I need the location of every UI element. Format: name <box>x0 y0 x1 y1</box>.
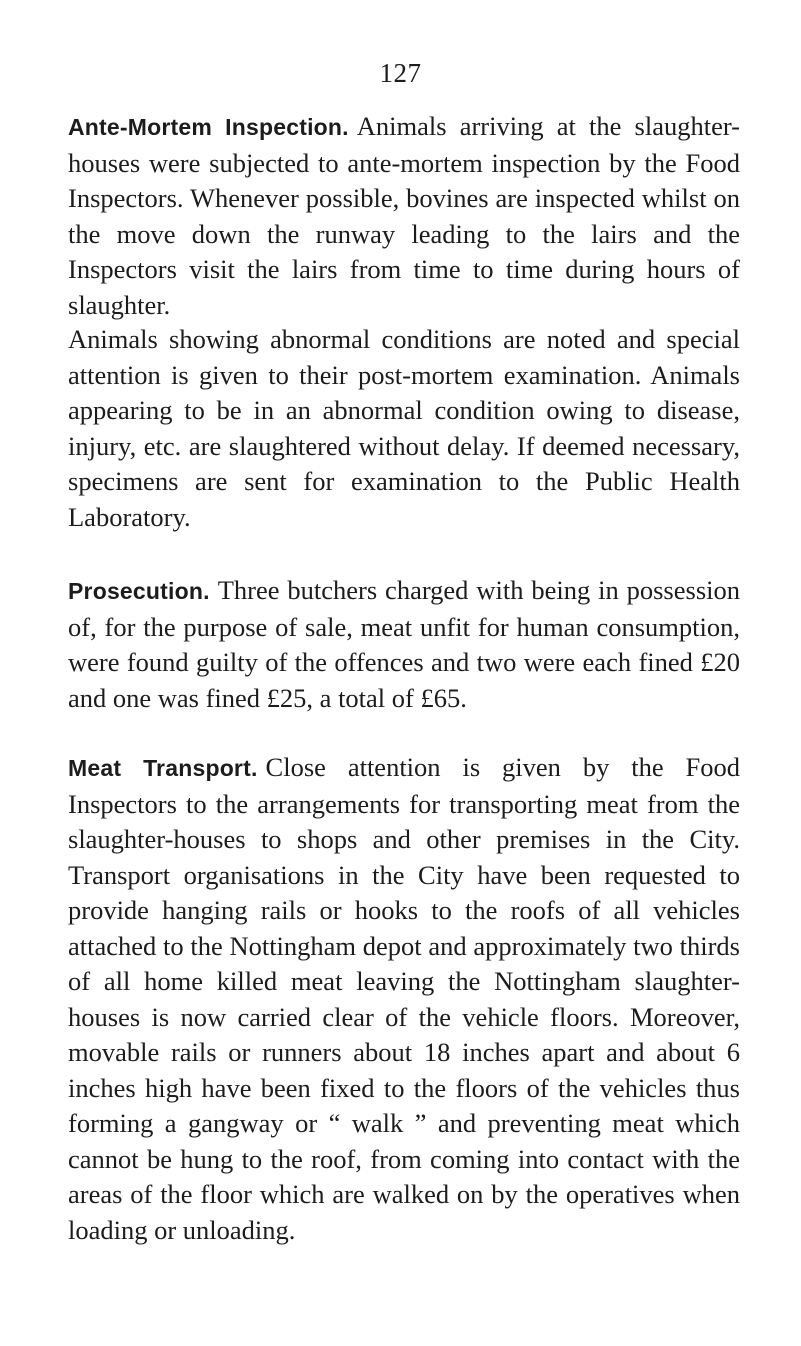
paragraph-body: Animals showing abnormal conditions are noted and special attention is given to their post-mortem examination. Animals appearing to be in an abnormal condition owing to disease, injury, etc. are slaughtered without delay. If deemed necessary, specimens are sent for examination to the Public Health Laboratory. <box>68 324 740 532</box>
section-abnormal-conditions <box>68 322 740 535</box>
paragraph <box>68 322 740 535</box>
section-meat-transport <box>68 750 740 1248</box>
section-ante-mortem-inspection <box>68 109 740 323</box>
paragraph-body: Three butchers charged with being in possession of, for the purpose of sale, meat unfit for human consumption, were found guilty of the offences and two were each fined £20 and one was fined £25, a total of £65. <box>68 575 740 713</box>
page-number: 127 <box>379 58 422 88</box>
section-heading: Ante-Mortem Inspection. <box>68 114 349 140</box>
paragraph-body: Close attention is given by the Food Inspectors to the arrangements for transporting meat from the slaughter-houses to shops and other premises in the City. Transport organisations in the City have been requested to provide hanging rails or hooks to the roofs of all vehicles attached to the Nottingham depot and approximately two thirds of all home killed meat leaving the Nottingham slaughter-houses is now carried clear of the vehicle floors. Moreover, movable rails or runners about 18 inches apart and about 6 inches high have been fixed to the floors of the vehicles thus forming a gangway or “ walk ” and preventing meat which cannot be hung to the roof, from coming into contact with the areas of the floor which are walked on by the operatives when loading or unloading. <box>68 752 740 1245</box>
section-heading: Prosecution. <box>68 578 210 604</box>
paragraph <box>68 109 740 323</box>
paragraph-body: Animals arriving at the slaughter-houses were subjected to ante-mortem inspection by the Food Inspectors. Whenever possible, bovines are inspected whilst on the move down the runway leading to the lairs and the Inspectors visit the lairs from time to time during hours of slaughter. <box>68 111 740 320</box>
paragraph <box>68 573 740 716</box>
paragraph <box>68 750 740 1248</box>
section-heading: Meat Transport. <box>68 755 258 781</box>
section-prosecution <box>68 573 740 716</box>
